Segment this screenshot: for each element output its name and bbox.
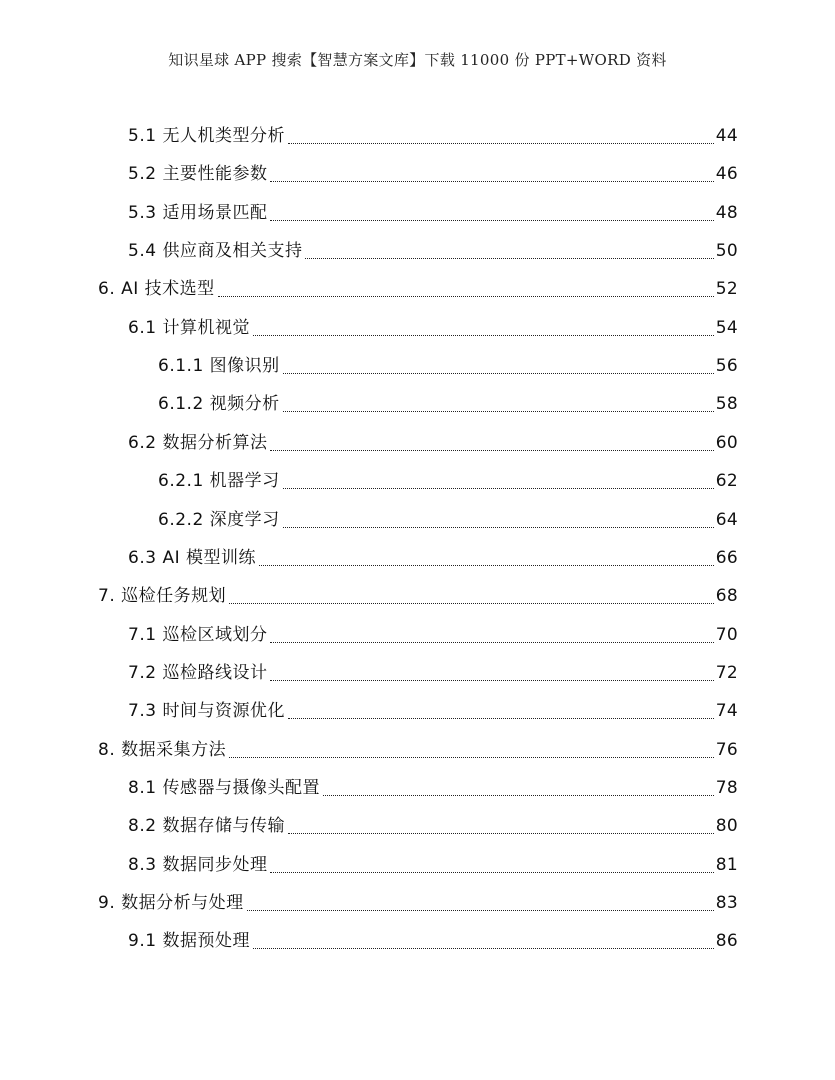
toc-entry-page-number: 54 [715,317,738,338]
toc-entry[interactable] [128,769,738,799]
toc-entry[interactable] [128,922,738,952]
toc-entry-title: 5.1 无人机类型分析 [128,126,285,146]
toc-entry-page-number: 68 [715,586,738,607]
toc-entry-page-number: 76 [715,739,738,760]
toc-entry-title: 8.2 数据存储与传输 [128,816,285,837]
toc-entry[interactable] [128,539,738,569]
toc-dot-leader [218,295,714,297]
toc-entry-page-number: 78 [715,777,738,798]
toc-dot-leader [270,219,713,221]
toc-entry-title: 6. AI 技术选型 [98,279,215,300]
toc-entry-page-number: 56 [715,356,738,377]
toc-entry-page-number: 64 [715,509,738,530]
toc-entry-page-number: 52 [715,279,738,300]
toc-entry-page-number: 83 [715,893,738,913]
toc-entry-title: 6.1 计算机视觉 [128,317,250,338]
toc-entry[interactable] [128,846,738,876]
toc-dot-leader [253,947,714,949]
toc-dot-leader [229,756,714,758]
toc-entry[interactable] [128,654,738,684]
toc-entry-title: 7.2 巡检路线设计 [128,662,268,683]
toc-dot-leader [247,909,714,911]
toc-entry[interactable] [98,884,738,914]
toc-entry[interactable] [158,385,738,415]
toc-dot-leader [270,679,713,681]
toc-entry-title: 5.4 供应商及相关支持 [128,241,303,262]
toc-entry-page-number: 81 [715,854,738,875]
toc-dot-leader [270,180,713,182]
toc-entry[interactable] [158,501,738,531]
header-text: 知识星球 APP 搜索【智慧方案文库】下载 11000 份 PPT+WORD 资料 [168,51,667,69]
toc-entry-title: 7.3 时间与资源优化 [128,701,285,722]
toc-entry-page-number: 70 [715,624,738,645]
toc-entry-page-number: 66 [715,547,738,568]
toc-entry-title: 6.1.1 图像识别 [158,356,280,377]
toc-dot-leader [288,717,714,719]
toc-entry-page-number: 62 [715,471,738,492]
toc-dot-leader [288,142,714,144]
toc-entry-title: 5.2 主要性能参数 [128,164,268,185]
toc-entry[interactable] [158,347,738,377]
toc-entry-title: 8.3 数据同步处理 [128,854,268,875]
toc-entry-title: 6.2.2 深度学习 [158,509,280,530]
toc-entry-page-number: 60 [715,432,738,453]
toc-entry-page-number: 58 [715,394,738,415]
toc-entry[interactable] [158,462,738,492]
toc-entry-title: 7.1 巡检区域划分 [128,624,268,645]
toc-entry-title: 9. 数据分析与处理 [98,893,244,913]
toc-dot-leader [283,487,714,489]
toc-dot-leader [253,334,714,336]
toc-entry-title: 7. 巡检任务规划 [98,586,227,607]
toc-entry-page-number: 44 [715,126,738,146]
toc-dot-leader [229,602,714,604]
toc-entry-page-number: 48 [715,202,738,223]
toc-entry[interactable] [128,232,738,262]
toc-dot-leader [288,832,714,834]
toc-entry[interactable] [128,194,738,224]
toc-entry-title: 6.3 AI 模型训练 [128,547,256,568]
toc-dot-leader [270,449,713,451]
page-header [0,49,835,70]
toc-entry-page-number: 86 [715,931,738,952]
toc-entry[interactable] [128,117,738,147]
toc-dot-leader [283,526,714,528]
toc-entry[interactable] [128,807,738,837]
toc-entry-page-number: 50 [715,241,738,262]
toc-entry[interactable] [128,309,738,339]
toc-entry-title: 8.1 传感器与摄像头配置 [128,777,320,798]
toc-dot-leader [259,564,714,566]
toc-dot-leader [270,641,713,643]
toc-entry-title: 8. 数据采集方法 [98,739,227,760]
toc-entry[interactable] [128,692,738,722]
toc-entry-page-number: 74 [715,701,738,722]
toc-entry-page-number: 80 [715,816,738,837]
toc-entry[interactable] [128,424,738,454]
toc-entry[interactable] [128,616,738,646]
toc-entry[interactable] [98,577,738,607]
toc-dot-leader [305,257,713,259]
toc-dot-leader [270,871,713,873]
toc-entry-title: 9.1 数据预处理 [128,931,250,952]
toc-entry[interactable] [128,155,738,185]
toc-entry-title: 5.3 适用场景匹配 [128,202,268,223]
toc-entry-page-number: 72 [715,662,738,683]
toc-dot-leader [283,410,714,412]
toc-dot-leader [323,794,714,796]
toc-entry-title: 6.1.2 视频分析 [158,394,280,415]
toc-dot-leader [283,372,714,374]
toc-entry[interactable] [98,731,738,761]
toc-entry-page-number: 46 [715,164,738,185]
toc-entry-title: 6.2 数据分析算法 [128,432,268,453]
toc-entry[interactable] [98,270,738,300]
toc-entry-title: 6.2.1 机器学习 [158,471,280,492]
